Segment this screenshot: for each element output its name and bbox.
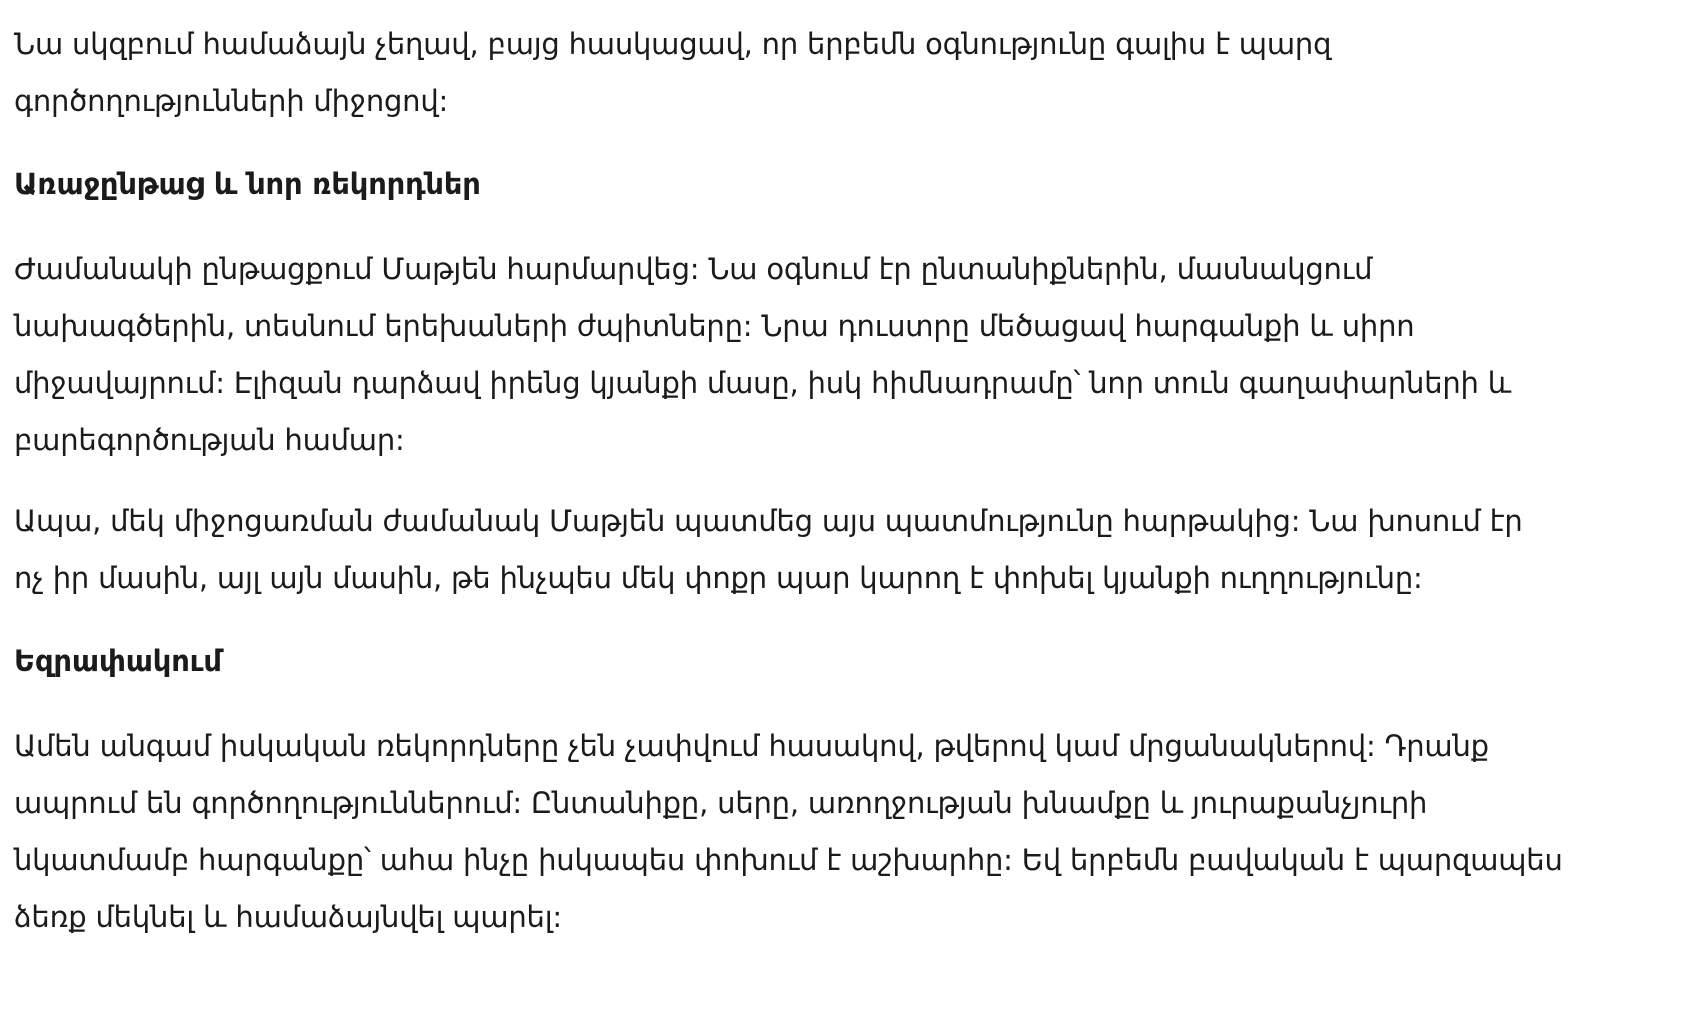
text-line: ապրում են գործողություններում: Ընտանիքը, սերը, առողջության խնամքը և յուրաքանչյուրի: [14, 786, 1428, 820]
text-line: ոչ իր մասին, այլ այն մասին, թե ինչպես մեկ փոքր պար կարող է փոխել կյանքի ուղղությունը:: [14, 561, 1423, 595]
text-line: գործողությունների միջոցով:: [14, 84, 449, 118]
text-line: Նա սկզբում համաձայն չեղավ, բայց հասկացավ, որ երբեմն օգնությունը գալիս է պարզ: [14, 27, 1332, 61]
article-body: [14, 16, 1674, 970]
text-line: Ապա, մեկ միջոցառման ժամանակ Մաթյեն պատմեց այս պատմությունը հարթակից: Նա խոսում էր: [14, 504, 1523, 538]
conclusion-paragraph: [14, 718, 1674, 946]
text-line: Ժամանակի ընթացքում Մաթյեն հարմարվեց: Նա օգնում էր ընտանիքներին, մասնակցում: [14, 252, 1373, 286]
progress-paragraph-2: [14, 493, 1674, 607]
section-heading-conclusion: Եզրափակում: [14, 644, 222, 678]
text-line: ձեռք մեկնել և համաձայնվել պարել:: [14, 900, 562, 934]
text-line: միջավայրում: Էլիզան դարձավ իրենց կյանքի մասը, իսկ հիմնադրամը՝ նոր տուն գաղափարների և: [14, 366, 1512, 400]
text-line: բարեգործության համար:: [14, 423, 405, 457]
progress-paragraph-1: [14, 241, 1674, 469]
text-line: Ամեն անգամ իսկական ռեկորդները չեն չափվում հասակով, թվերով կամ մրցանակներով: Դրանք: [14, 729, 1489, 763]
text-line: նկատմամբ հարգանքը՝ ահա ինչը իսկապես փոխում է աշխարհը: Եվ երբեմն բավական է պարզապես: [14, 843, 1563, 877]
text-line: նախագծերին, տեսնում երեխաների ժպիտները: Նրա դուստրը մեծացավ հարգանքի և սիրո: [14, 309, 1415, 343]
intro-paragraph: [14, 16, 1674, 130]
section-heading-progress: Առաջընթաց և նոր ռեկորդներ: [14, 167, 481, 201]
